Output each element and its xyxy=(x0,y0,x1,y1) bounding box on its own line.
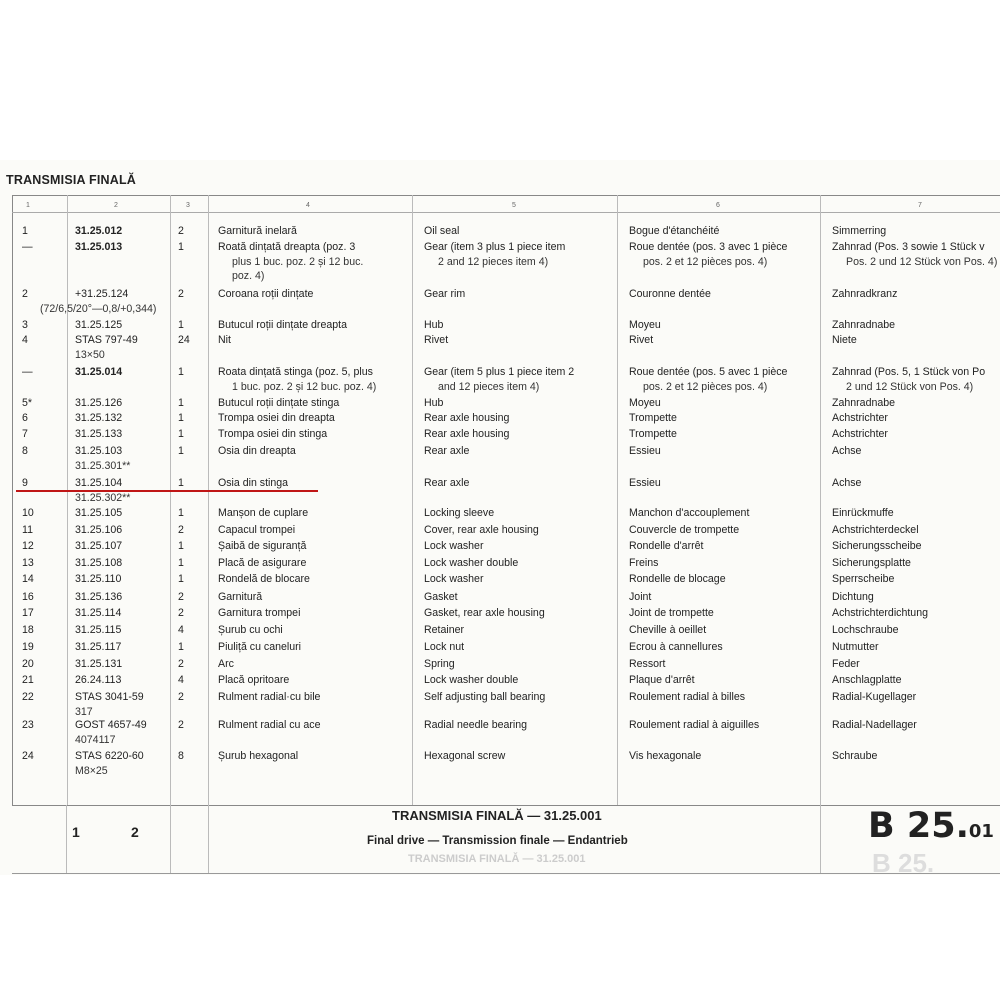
cell-code: 31.25.115 xyxy=(75,624,122,636)
cell-code: 31.25.013 xyxy=(75,241,123,253)
cell-ro: plus 1 buc. poz. 2 și 12 buc. xyxy=(232,255,364,268)
cell-pos: 4 xyxy=(22,334,28,346)
cell-ro: Rulment radial cu ace xyxy=(218,719,321,731)
cell-qty: 1 xyxy=(178,557,184,569)
cell-qty: 1 xyxy=(178,428,184,440)
cell-code: 31.25.106 xyxy=(75,524,123,536)
cell-de: Radial-Kugellager xyxy=(832,691,917,703)
cell-fr: Couvercle de trompette xyxy=(629,524,740,536)
cell-fr: pos. 2 et 12 pièces pos. 4) xyxy=(643,255,768,268)
cell-code: 31.25.107 xyxy=(75,540,123,552)
sheet-code-main: B 25. xyxy=(868,806,969,846)
sheet-code-suffix: 01 xyxy=(968,821,994,842)
cell-en: Rear axle xyxy=(424,477,470,489)
cell-en: Retainer xyxy=(424,624,465,636)
cell-pos: 18 xyxy=(22,624,34,636)
cell-en: Radial needle bearing xyxy=(424,719,528,731)
column-divider xyxy=(67,195,68,805)
cell-de: Zahnradkranz xyxy=(832,288,898,300)
column-number: 4 xyxy=(306,202,310,209)
cell-ro: Șurub cu ochi xyxy=(218,624,283,636)
cell-fr: Ressort xyxy=(629,658,666,670)
cell-fr: Vis hexagonale xyxy=(629,750,702,762)
cell-ro: Nit xyxy=(218,334,231,346)
cell-qty: 1 xyxy=(178,540,184,552)
cell-pos: 7 xyxy=(22,428,28,440)
cell-pos: 17 xyxy=(22,607,34,619)
cell-ro: Placă de asigurare xyxy=(218,557,307,569)
column-divider xyxy=(412,195,413,805)
cell-de: Sperrscheibe xyxy=(832,573,895,585)
cell-en: Spring xyxy=(424,658,455,670)
cell-ro: Roată dințată dreapta (poz. 3 xyxy=(218,241,356,253)
cell-qty: 1 xyxy=(178,319,184,331)
cell-code: GOST 4657-49 xyxy=(75,719,147,731)
cell-en: Gasket, rear axle housing xyxy=(424,607,545,619)
column-divider xyxy=(208,195,209,805)
cell-fr: Moyeu xyxy=(629,319,661,331)
cell-de: Achstrichterdichtung xyxy=(832,607,928,619)
cell-qty: 2 xyxy=(178,288,184,300)
cell-de: Nutmutter xyxy=(832,641,879,653)
cell-code: 31.25.132 xyxy=(75,412,123,424)
footer-divider-v xyxy=(66,805,67,873)
cell-de: Einrückmuffe xyxy=(832,507,894,519)
cell-qty: 1 xyxy=(178,445,184,457)
cell-de: 2 und 12 Stück von Pos. 4) xyxy=(846,380,974,393)
cell-en: Hub xyxy=(424,319,444,331)
sheet-code xyxy=(868,806,994,846)
cell-de: Schraube xyxy=(832,750,878,762)
cell-code: 31.25.114 xyxy=(75,607,122,619)
cell-fr: Roulement radial à aiguilles xyxy=(629,719,760,731)
cell-ro: Manșon de cuplare xyxy=(218,507,309,519)
cell-ro: Garnitură xyxy=(218,591,263,603)
cell-pos: — xyxy=(22,241,33,253)
cell-ro: 1 buc. poz. 2 și 12 buc. poz. 4) xyxy=(232,380,377,393)
cell-en: Rear axle housing xyxy=(424,428,510,440)
cell-qty: 1 xyxy=(178,507,184,519)
cell-en: 2 and 12 pieces item 4) xyxy=(438,255,549,268)
cell-de: Radial-Nadellager xyxy=(832,719,917,731)
cell-pos: 8 xyxy=(22,445,28,457)
cell-ro: poz. 4) xyxy=(232,270,265,282)
cell-ro: Butucul roții dințate dreapta xyxy=(218,319,347,331)
cell-code: 31.25.103 xyxy=(75,445,123,457)
cell-qty: 4 xyxy=(178,674,184,686)
cell-pos: 10 xyxy=(22,507,34,519)
cell-code: M8×25 xyxy=(75,764,108,777)
cell-pos: 3 xyxy=(22,319,28,331)
page-title: TRANSMISIA FINALĂ xyxy=(6,173,137,187)
column-divider xyxy=(820,195,821,805)
cell-qty: 2 xyxy=(178,524,184,536)
cell-fr: Freins xyxy=(629,557,659,569)
cell-code: 31.25.133 xyxy=(75,428,123,440)
cell-code: 31.25.012 xyxy=(75,225,123,237)
cell-code: 31.25.125 xyxy=(75,319,123,331)
cell-code: 31.25.301** xyxy=(75,459,131,472)
cell-qty: 1 xyxy=(178,241,184,253)
cell-code: (72/6,5/20°—0,8/+0,344) xyxy=(40,302,157,315)
cell-qty: 1 xyxy=(178,477,184,489)
cell-pos: 9 xyxy=(22,477,28,489)
cell-en: Rear axle xyxy=(424,445,470,457)
cell-pos: 23 xyxy=(22,719,34,731)
header-divider xyxy=(12,212,1000,213)
cell-fr: Plaque d'arrêt xyxy=(629,674,695,686)
cell-ro: Butucul roții dințate stinga xyxy=(218,397,340,409)
cell-ro: Rondelă de blocare xyxy=(218,573,310,585)
footer-title: TRANSMISIA FINALĂ — 31.25.001 xyxy=(392,808,602,823)
cell-fr: pos. 2 et 12 pièces pos. 4) xyxy=(643,380,768,393)
cell-code: STAS 797-49 xyxy=(75,334,138,346)
cell-de: Simmerring xyxy=(832,225,887,237)
cell-ro: Trompa osiei din dreapta xyxy=(218,412,335,424)
cell-fr: Essieu xyxy=(629,445,661,457)
cell-ro: Rulment radial·cu bile xyxy=(218,691,321,703)
cell-pos: 1 xyxy=(22,225,28,237)
cell-qty: 1 xyxy=(178,397,184,409)
cell-qty: 1 xyxy=(178,412,184,424)
cell-en: Gear rim xyxy=(424,288,466,300)
cell-fr: Moyeu xyxy=(629,397,661,409)
cell-de: Dichtung xyxy=(832,591,874,603)
cell-code: STAS 6220-60 xyxy=(75,750,144,762)
cell-pos: 20 xyxy=(22,658,34,670)
column-divider xyxy=(617,195,618,805)
cell-ro: Roata dințată stinga (poz. 5, plus xyxy=(218,366,373,378)
cell-pos: 24 xyxy=(22,750,34,762)
cell-pos: 22 xyxy=(22,691,34,703)
cell-code: 317 xyxy=(75,705,93,718)
cell-de: Achstrichterdeckel xyxy=(832,524,919,536)
cell-code: 31.25.108 xyxy=(75,557,123,569)
cell-fr: Roue dentée (pos. 5 avec 1 pièce xyxy=(629,366,788,378)
cell-en: Lock washer xyxy=(424,573,484,585)
column-number: 3 xyxy=(186,202,190,209)
cell-qty: 24 xyxy=(178,334,190,346)
column-number: 1 xyxy=(26,202,30,209)
cell-en: Hexagonal screw xyxy=(424,750,506,762)
cell-en: Self adjusting ball bearing xyxy=(424,691,546,703)
cell-ro: Capacul trompei xyxy=(218,524,296,536)
footer-divider xyxy=(12,805,1000,806)
footer-bottom-line xyxy=(12,873,1000,874)
cell-en: Gear (item 5 plus 1 piece item 2 xyxy=(424,366,575,378)
cell-de: Niete xyxy=(832,334,857,346)
cell-ro: Arc xyxy=(218,658,234,670)
cell-de: Achse xyxy=(832,445,862,457)
cell-en: Gear (item 3 plus 1 piece item xyxy=(424,241,566,253)
highlight-underline xyxy=(16,490,318,492)
column-number: 5 xyxy=(512,202,516,209)
cell-qty: 2 xyxy=(178,225,184,237)
cell-fr: Trompette xyxy=(629,412,677,424)
cell-fr: Roulement radial à billes xyxy=(629,691,746,703)
cell-qty: 2 xyxy=(178,658,184,670)
footer-divider-v xyxy=(820,805,821,873)
cell-ro: Șurub hexagonal xyxy=(218,750,299,762)
cell-de: Achse xyxy=(832,477,862,489)
cell-de: Zahnradnabe xyxy=(832,397,896,409)
cell-de: Sicherungsscheibe xyxy=(832,540,922,552)
cell-fr: Rondelle de blocage xyxy=(629,573,726,585)
cell-code: 26.24.113 xyxy=(75,674,122,686)
cell-pos: — xyxy=(22,366,33,378)
cell-de: Zahnrad (Pos. 3 sowie 1 Stück v xyxy=(832,241,985,253)
cell-code: 31.25.131 xyxy=(75,658,123,670)
cell-fr: Essieu xyxy=(629,477,661,489)
cell-de: Lochschraube xyxy=(832,624,899,636)
cell-en: Gasket xyxy=(424,591,458,603)
cell-ro: Osia din dreapta xyxy=(218,445,296,457)
cell-en: Lock washer double xyxy=(424,557,519,569)
cell-code: 31.25.126 xyxy=(75,397,123,409)
footer-page-right: 2 xyxy=(131,824,139,840)
cell-code: 31.25.117 xyxy=(75,641,122,653)
cell-de: Anschlagplatte xyxy=(832,674,902,686)
cell-qty: 1 xyxy=(178,573,184,585)
cell-en: Lock nut xyxy=(424,641,465,653)
cell-qty: 1 xyxy=(178,366,184,378)
cell-code: 31.25.302** xyxy=(75,491,131,504)
column-number: 7 xyxy=(918,202,922,209)
cell-code: 4074117 xyxy=(75,733,116,746)
sheet-code-ghost: B 25. xyxy=(872,848,935,878)
cell-en: Cover, rear axle housing xyxy=(424,524,539,536)
cell-ro: Trompa osiei din stinga xyxy=(218,428,328,440)
column-number: 2 xyxy=(114,202,118,209)
cell-qty: 1 xyxy=(178,641,184,653)
cell-de: Zahnrad (Pos. 5, 1 Stück von Po xyxy=(832,366,986,378)
cell-de: Pos. 2 und 12 Stück von Pos. 4) xyxy=(846,255,998,268)
cell-fr: Trompette xyxy=(629,428,677,440)
cell-en: Rear axle housing xyxy=(424,412,510,424)
cell-qty: 2 xyxy=(178,607,184,619)
cell-ro: Placă opritoare xyxy=(218,674,290,686)
cell-ro: Garnitură inelară xyxy=(218,225,297,237)
cell-pos: 19 xyxy=(22,641,34,653)
cell-fr: Roue dentée (pos. 3 avec 1 pièce xyxy=(629,241,788,253)
cell-en: Hub xyxy=(424,397,444,409)
cell-qty: 2 xyxy=(178,719,184,731)
cell-code: +31.25.124 xyxy=(75,288,129,300)
cell-pos: 13 xyxy=(22,557,34,569)
footer-ghost-title: TRANSMISIA FINALĂ — 31.25.001 xyxy=(408,853,586,865)
cell-en: Oil seal xyxy=(424,225,460,237)
cell-en: Lock washer double xyxy=(424,674,519,686)
cell-de: Feder xyxy=(832,658,860,670)
cell-qty: 2 xyxy=(178,691,184,703)
cell-fr: Couronne dentée xyxy=(629,288,711,300)
cell-fr: Cheville à oeillet xyxy=(629,624,707,636)
cell-ro: Coroana roții dințate xyxy=(218,288,314,300)
cell-en: Lock washer xyxy=(424,540,484,552)
cell-code: 31.25.014 xyxy=(75,366,123,378)
cell-en: Locking sleeve xyxy=(424,507,495,519)
cell-pos: 16 xyxy=(22,591,34,603)
cell-code: 31.25.105 xyxy=(75,507,123,519)
cell-qty: 2 xyxy=(178,591,184,603)
footer-divider-v xyxy=(170,805,171,873)
cell-code: 31.25.136 xyxy=(75,591,123,603)
cell-fr: Ecrou à cannellures xyxy=(629,641,723,653)
cell-en: and 12 pieces item 4) xyxy=(438,380,540,393)
footer-subtitle: Final drive — Transmission finale — Endantrieb xyxy=(367,835,628,847)
cell-fr: Manchon d'accouplement xyxy=(629,507,750,519)
cell-fr: Bogue d'étanchéité xyxy=(629,225,720,237)
cell-de: Zahnradnabe xyxy=(832,319,896,331)
cell-pos: 6 xyxy=(22,412,28,424)
cell-fr: Joint de trompette xyxy=(629,607,714,619)
cell-de: Sicherungsplatte xyxy=(832,557,911,569)
cell-pos: 14 xyxy=(22,573,34,585)
cell-de: Achstrichter xyxy=(832,428,888,440)
footer-divider-v xyxy=(208,805,209,873)
cell-qty: 8 xyxy=(178,750,184,762)
cell-code: 13×50 xyxy=(75,348,105,361)
cell-de: Achstrichter xyxy=(832,412,888,424)
cell-qty: 4 xyxy=(178,624,184,636)
cell-ro: Șaibă de siguranță xyxy=(218,540,307,552)
column-divider xyxy=(170,195,171,805)
cell-pos: 21 xyxy=(22,674,34,686)
cell-pos: 5* xyxy=(22,397,33,409)
cell-ro: Garnitura trompei xyxy=(218,607,301,619)
cell-code: STAS 3041-59 xyxy=(75,691,144,703)
cell-code: 31.25.104 xyxy=(75,477,123,489)
column-number: 6 xyxy=(716,202,720,209)
cell-fr: Joint xyxy=(629,591,652,603)
cell-pos: 11 xyxy=(22,524,33,536)
cell-pos: 2 xyxy=(22,288,28,300)
cell-en: Rivet xyxy=(424,334,449,346)
cell-code: 31.25.110 xyxy=(75,573,122,585)
cell-pos: 12 xyxy=(22,540,34,552)
footer-page-left: 1 xyxy=(72,824,80,840)
cell-fr: Rivet xyxy=(629,334,654,346)
cell-fr: Rondelle d'arrêt xyxy=(629,540,704,552)
cell-ro: Osia din stinga xyxy=(218,477,289,489)
cell-ro: Piuliță cu caneluri xyxy=(218,641,302,653)
